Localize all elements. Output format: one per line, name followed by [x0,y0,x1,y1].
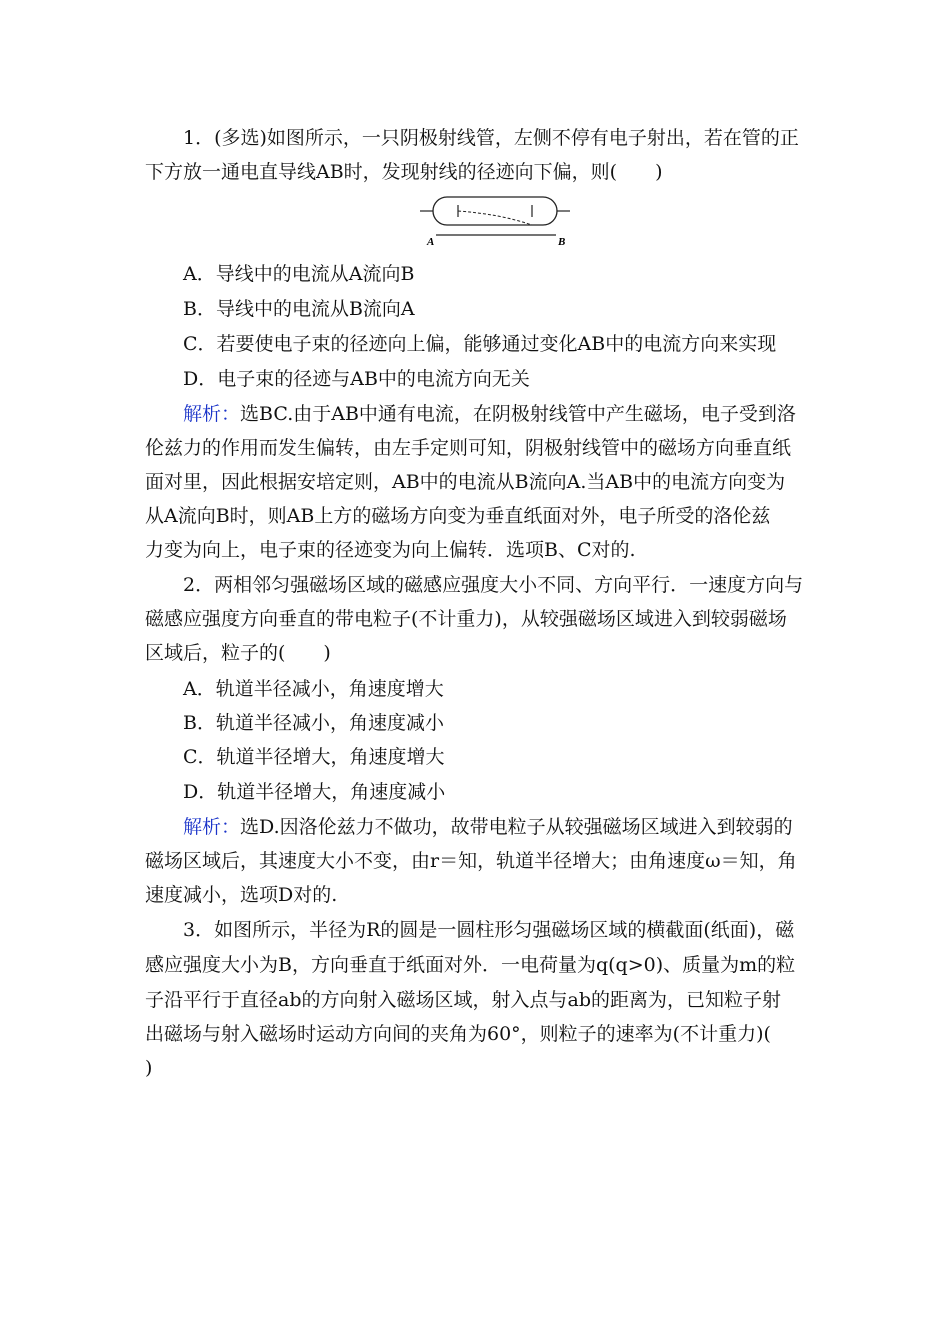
q2-analysis-line-3: 速度减小，选项D对的. [145,884,338,906]
q1-analysis-line-3: 面对里，因此根据安培定则，AB中的电流从B流向A.当AB中的电流方向变为 [145,471,786,493]
q3-stem-line-1: 3．如图所示，半径为R的圆是一圆柱形匀强磁场区域的横截面(纸面)，磁 [183,919,795,941]
q1-stem-line-1: 1．(多选)如图所示，一只阴极射线管，左侧不停有电子射出，若在管的正 [183,127,799,149]
q1-analysis-line-4: 从A流向B时，则AB上方的磁场方向变为垂直纸面对外，电子所受的洛伦兹 [145,505,771,527]
q1-option-d: D．电子束的径迹与AB中的电流方向无关 [183,368,530,390]
q2-analysis-line-1 [183,815,805,839]
q2-analysis-line-2: 磁场区域后，其速度大小不变，由r＝知，轨道半径增大；由角速度ω＝知，角 [145,850,797,872]
q3-stem-line-3: 子沿平行于直径ab的方向射入磁场区域，射入点与ab的距离为，已知粒子射 [145,989,781,1011]
q1-option-a: A．导线中的电流从A流向B [183,263,415,285]
q1-analysis-line-1 [183,402,805,426]
q2-option-a: A．轨道半径减小，角速度增大 [183,678,444,700]
q2-option-b: B．轨道半径减小，角速度减小 [183,712,444,734]
figure-label-a: A [427,236,435,248]
q2-stem-line-2: 磁感应强度方向垂直的带电粒子(不计重力)，从较强磁场区域进入到较弱磁场 [145,608,787,630]
q2-analysis-text-1: 选D.因洛伦兹力不做功，故带电粒子从较强磁场区域进入到较弱的 [240,816,793,838]
q1-analysis-line-2: 伦兹力的作用而发生偏转，由左手定则可知，阴极射线管中的磁场方向垂直纸 [145,437,792,459]
q2-stem-line-1: 2．两相邻匀强磁场区域的磁感应强度大小不同、方向平行．一速度方向与 [183,574,804,596]
q1-option-b: B．导线中的电流从B流向A [183,298,415,320]
q2-option-d: D．轨道半径增大，角速度减小 [183,781,446,803]
q3-stem-line-4: 出磁场与射入磁场时运动方向间的夹角为60°，则粒子的速率为(不计重力)( [145,1023,771,1045]
q3-stem-line-2: 感应强度大小为B，方向垂直于纸面对外．一电荷量为q(q>0)、质量为m的粒 [145,954,796,976]
q2-option-c: C．轨道半径增大，角速度增大 [183,746,445,768]
q1-analysis-label: 解析： [183,403,241,425]
figure-label-b: B [558,236,566,248]
cathode-ray-tube-figure [420,194,570,250]
q2-stem-line-3: 区域后，粒子的( ) [145,642,331,664]
q1-stem-line-2: 下方放一通电直导线AB时，发现射线的径迹向下偏，则( ) [145,161,663,183]
q1-option-c: C．若要使电子束的径迹向上偏，能够通过变化AB中的电流方向来实现 [183,333,777,355]
q1-analysis-line-5: 力变为向上，电子束的径迹变为向上偏转．选项B、C对的. [145,539,636,561]
q2-analysis-label: 解析： [183,816,241,838]
q1-analysis-text-1: 选BC.由于AB中通有电流，在阴极射线管中产生磁场，电子受到洛 [240,403,796,425]
q3-stem-line-5: ) [145,1057,153,1079]
